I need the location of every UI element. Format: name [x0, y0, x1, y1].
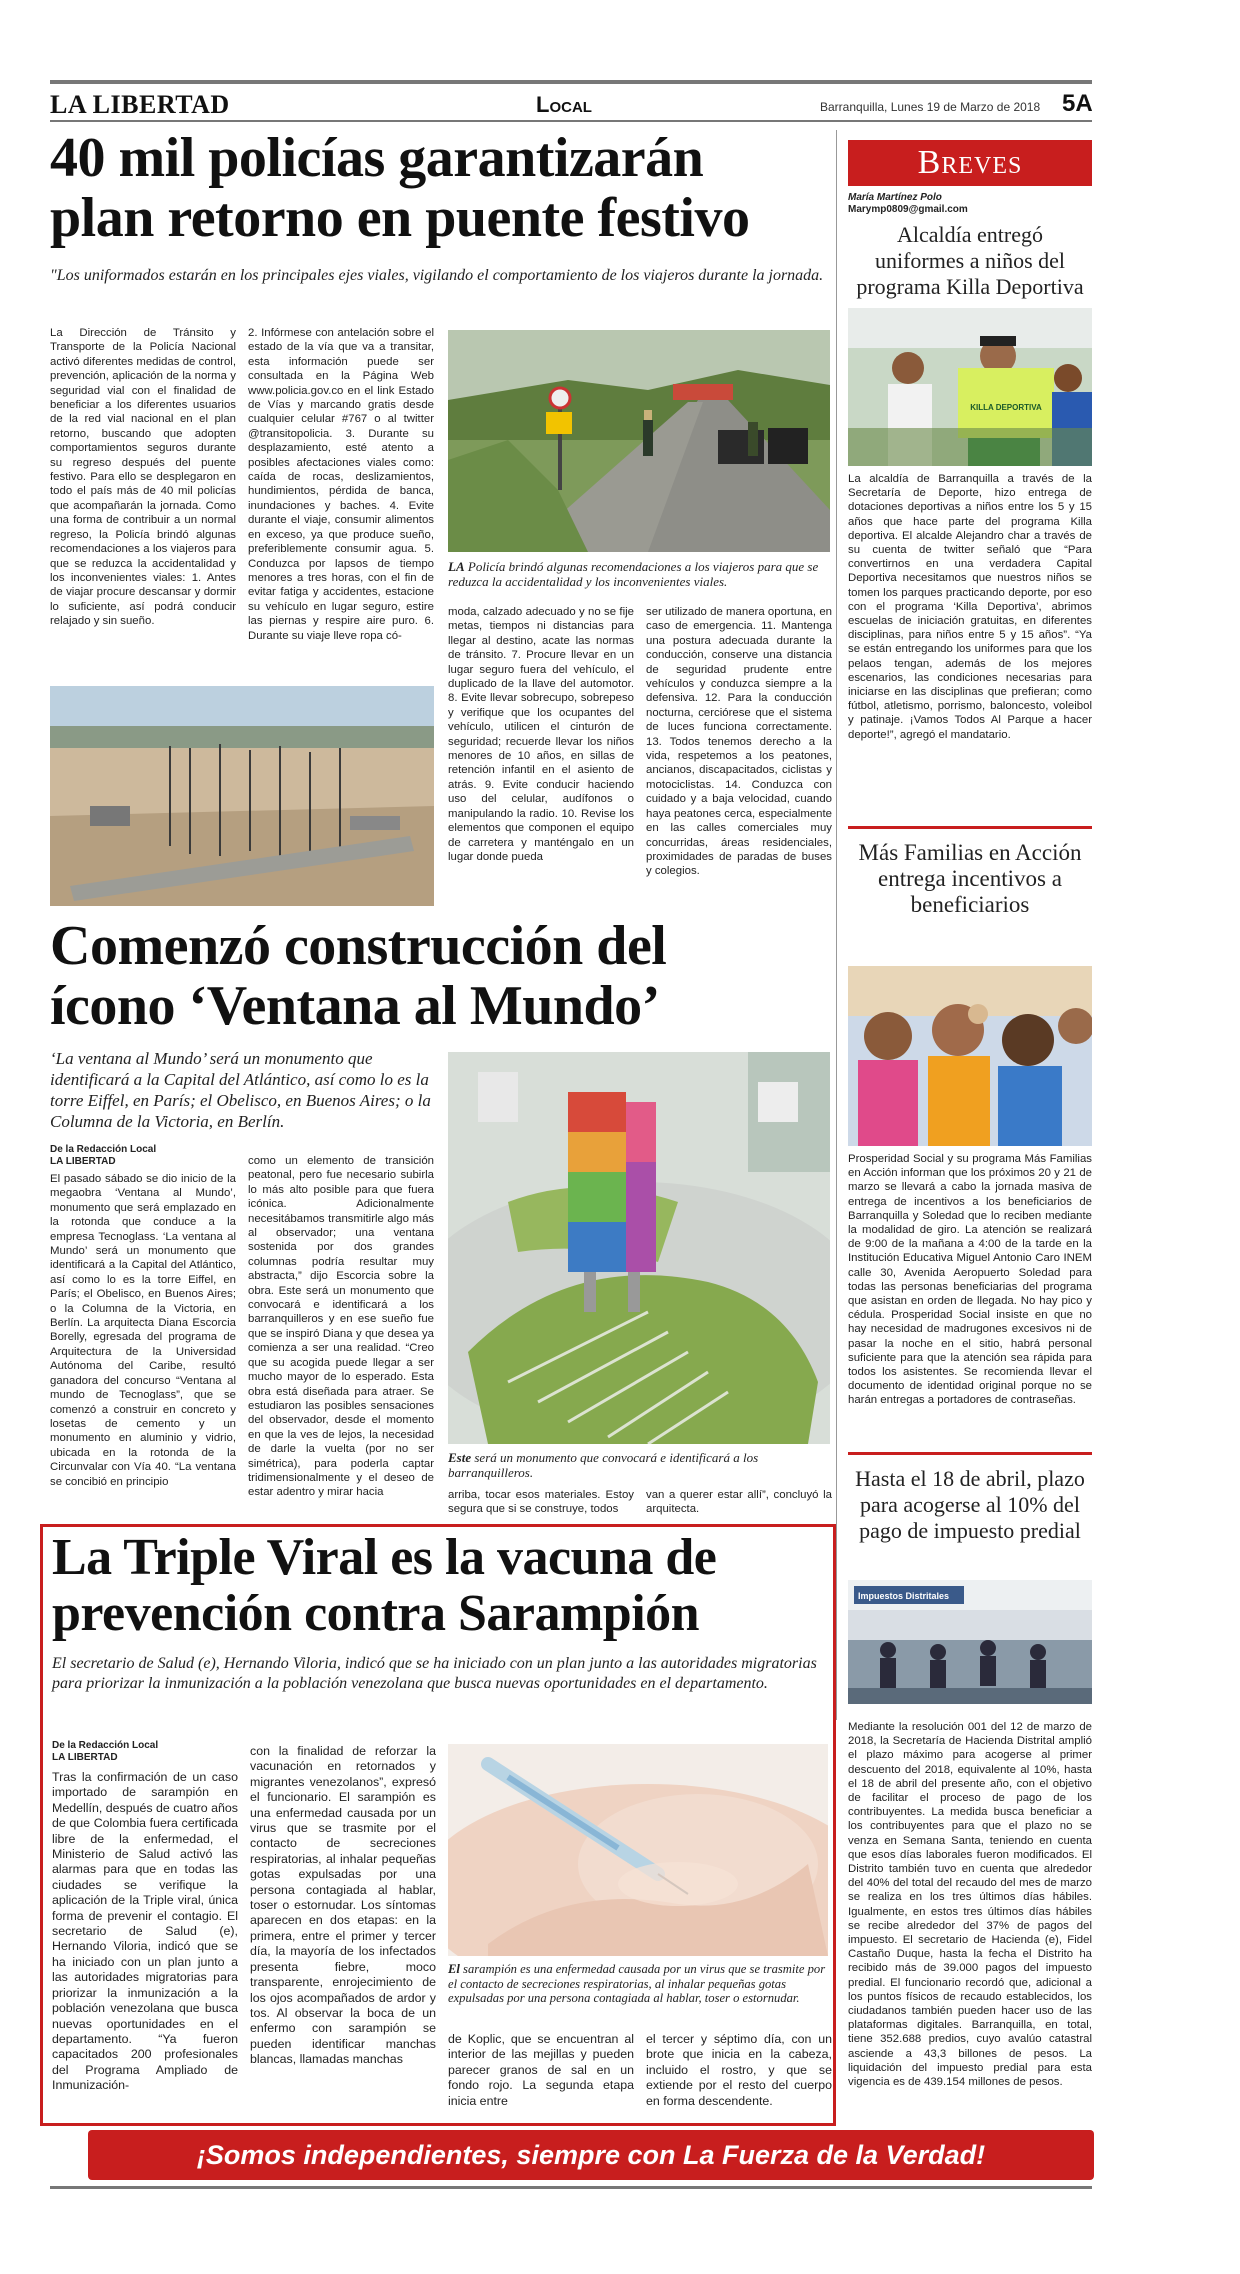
brief2-rule — [848, 1452, 1092, 1455]
masthead-dateline: Barranquilla, Lunes 19 de Marzo de 2018 — [820, 100, 1041, 114]
footer-banner — [88, 2130, 1094, 2180]
story1-column-3: moda, calzado adecuado y no se fije metas, tiempos ni distancias para llegar al destino, acate las normas de tránsito. 7. Procure llevar en un lugar seguro fuera del vehículo, el duplicado de la llave del automotor. 8. Evite llevar sobrecupo, sobrepeso y verifique que los ocupantes del vehículo, utilicen el cinturón de seguridad; recuerde llevar los niños menores de 10 años, en sillas de retención infantil en el asiento de atrás. 9. Evite conducir haciendo uso del celular, audífonos o manipulando la radio. 10. Revise los elementos que componen el equipo de carretera y manténgalo en un lugar donde pueda — [448, 606, 634, 863]
brief2-headline: Más Familias en Acción entrega incentivos a beneficiarios — [858, 840, 1082, 917]
brief2-body: Prosperidad Social y su programa Más Familias en Acción informan que los próximos 20 y 21 de marzo se llevará a cabo la jornada masiva de entrega de incentivos a los beneficiarios de Barranquilla y Soledad que lo reciben mediante la modalidad de giro. La atención se realizará de 9:00 de la mañana a 4:00 de la tarde en la Institución Educativa Miguel Antonio Caro INEM calle 30, Avenida Aeropuerto Soledad para todas las personas beneficiarias del programa que asistan en orden de llegada. No hay pico y cédula. Prosperidad Social insiste en que no hay necesidad de madrugones excesivos ni de pasar la noche en el sitio, habrá personal suficiente para que la atención sea rápida para todos los asistentes. Se recomienda llevar el documento de identidad original porque no se harán entregas a portadores de contraseñas. — [848, 1153, 1092, 1407]
sidebar-title: Breves — [917, 144, 1023, 181]
brief1-rule — [848, 826, 1092, 829]
sidebar-email: Marymp0809@gmail.com — [848, 204, 968, 215]
brief3-body: Mediante la resolución 001 del 12 de marzo de 2018, la Secretaría de Hacienda Distrital amplió el plazo máximo para acogerse al primer descuento del 2018, equivalente al 10%, hasta el 18 de abril del presente año, con el objetivo de facilitar el proceso de pago de los contribuyentes. La medida busca beneficiar a los contribuyentes para que el plazo no se venza en Semana Santa, teniendo en cuenta que esos días laborales fueron modificados. El Distrito también tuvo en cuenta que alrededor del 40% del total del recaudo del mes de marzo se realiza en los tres últimos días hábiles. Igualmente, en estos tres últimos días hábiles se recibe alrededor del 37% de pagos del impuesto. El secretario de Hacienda (e), Fidel Castaño Duque, hasta la fecha el Distrito ha recibido más de 39.000 pagos del impuesto predial. El funcionario recordó que, adicional a los puntos físicos de recaudo establecidos, los ciudadanos también pueden hacer uso de las plataformas digitales. Barranquilla, en total, tiene 352.688 predios, cuyo avalúo catastral asciende a 43,3 billones de pesos. La liquidación del impuesto predial para esta vigencia es de 439.154 millones de pesos. — [848, 1721, 1092, 2089]
brief3-headline: Hasta el 18 de abril, plazo para acogerse al 10% del pago de impuesto predial — [855, 1466, 1085, 1543]
story1-deck: "Los uniformados estarán en los principales ejes viales, vigilando el comportamiento de los viajeros durante la jornada. — [50, 267, 824, 284]
story2-column-3: arriba, tocar esos materiales. Estoy segura que si se construye, todos — [448, 1489, 634, 1516]
story2-photo-monument-render — [448, 1052, 830, 1444]
brief1-headline: Alcaldía entregó uniformes a niños del programa Killa Deportiva — [856, 222, 1084, 299]
brief1-shirt-text: KILLA DEPORTIVA — [970, 403, 1042, 412]
masthead-section: Local — [536, 92, 592, 117]
story1-headline: 40 mil policías garantizarán plan retorno en puente festivo — [50, 127, 750, 249]
brief1-photo-uniforms — [848, 308, 1092, 466]
brief2-photo-beneficiaries — [848, 966, 1092, 1146]
story3-photo-caption: El sarampión es una enfermedad causada por un virus que se trasmite por el contacto de secreciones respiratorias, al inhalar pequeñas gotas expulsadas por una persona contagiada al hablar, toser o estornudar. — [448, 1962, 826, 2006]
story1-photo-caption: LA Policía brindó algunas recomendaciones a los viajeros para que se reduzca la accidentalidad y los inconvenientes viales. — [448, 559, 819, 589]
story2-photo-construction-site — [50, 686, 434, 906]
story2-byline: De la Redacción Local LA LIBERTAD — [50, 1144, 157, 1167]
story1-column-4: ser utilizado de manera oportuna, en caso de emergencia. 11. Mantenga una postura adecuada durante la conducción, conserve una distancia de seguridad prudente entre vehículos y conduzca siempre a la defensiva. 12. Para la conducción nocturna, cerciórese que el sistema de luces funciona correctamente. 13. Todos tenemos derecho a la vida, respetemos a los peatones, ancianos, discapacitados, ciclistas y motociclistas. 14. Conduzca con cuidado y a baja velocidad, cuando haya peatones cerca, especialmente en las calles comerciales muy concurridas, áreas residenciales, proximidades de paradas de buses y colegios. — [646, 606, 832, 878]
story2-photo-caption: Este será un monumento que convocará e identificará a los barranquilleros. — [448, 1450, 759, 1480]
story3-headline: La Triple Viral es la vacuna de prevención contra Sarampión — [52, 1529, 717, 1642]
story3-column-3: de Koplic, que se encuentran al interior de las mejillas y pueden parecer granos de sal en un fondo rojo. La segunda etapa inicia entre — [448, 2032, 634, 2108]
story1-photo-police-checkpoint — [448, 330, 830, 552]
story2-headline: Comenzó construcción del ícono ‘Ventana al Mundo’ — [50, 915, 667, 1037]
sidebar-author: María Martínez Polo — [848, 192, 942, 203]
story3-deck: El secretario de Salud (e), Hernando Viloria, indicó que se ha iniciado con un plan junto a las autoridades migratorias para priorizar la inmunización a la población venezolana que busca nuevas oportunidades en el departamento. — [52, 1655, 817, 1692]
masthead-page-number: 5A — [1062, 90, 1093, 117]
top-rule — [50, 80, 1092, 84]
brief3-photo-sign: Impuestos Distritales — [858, 1591, 950, 1601]
story2-column-1: El pasado sábado se dio inicio de la megaobra ‘Ventana al Mundo’, monumento que será emplazado en la rotonda que conduce a la empresa Tecnoglass. ‘La ventana al Mundo’ será un monumento que identificará a la Capital del Atlántico, así como lo es la torre Eiffel, en París; el Obelisco, en Buenos Aires; o la Columna de la Victoria, en Berlín. La arquitecta Diana Escorcia Borelly, egresada del programa de Arquitectura de la Universidad Autónoma del Caribe, resultó ganadora del concurso “Ventana al mundo de Tecnoglass”, que se comenzó a construir en concreto y losetas de cemento y un monumento en aluminio y vidrio, ubicada en la rotonda de la Circunvalar con Vía 40. “La ventana se concibió en principio — [50, 1173, 236, 1488]
masthead-rule — [50, 120, 1092, 122]
brief3-photo-tax-office — [848, 1580, 1092, 1704]
story2-column-2: como un elemento de transición peatonal, pero fue necesario subirla lo más alto posible para que fuera icónica. Adicionalmente necesitábamos transmitirle algo más al observador; una ventana sostenida por dos grandes columnas podría resultar muy abstracta,” dijo Escorcia sobre la obra. Este será un monumento que convocará e identificará a los barranquilleros y en ese sueño fue que se inspiró Diana y que desea ya comienza a ser una realidad. “Creo que su acogida puede llegar a ser mucho mayor de lo esperado. Esta obra está diseñada para atraer. Se estudiaron las posibles sensaciones del observador, desde el momento en que la ves de lejos, la necesidad de darle la vuelta (por no ser simétrica), para poderla captar tridimensionalmente y el deseo de estar adentro y mirar hacia — [248, 1155, 434, 1499]
masthead-paper: LA LIBERTAD — [50, 90, 230, 119]
story3-byline: De la Redacción Local LA LIBERTAD — [52, 1740, 159, 1763]
bottom-rule — [50, 2186, 1092, 2189]
story1-column-1: La Dirección de Tránsito y Transporte de la Policía Nacional activó diferentes medidas de control, prevención, aplicación de la norma y seguridad vial con el finalidad de beneficiar a los diferentes usuarios de la red vial nacional en el plan retorno, buscando que adopten comportamientos seguros durante su regreso después del puente festivo. Para ello se desplegaron en todo el país más de 40 mil policías que acompañarán la jornada. Como una forma de contribuir a un normal regreso, la Policía brindó algunas recomendaciones a los viajeros para que se reduzca la accidentalidad y los inconvenientes viales: 1. Antes de viajar procure descansar y dormir lo suficiente, así podrá conducir relajado y sin sueño. — [50, 327, 236, 628]
sidebar-title-box — [848, 140, 1092, 186]
story3-column-2: con la finalidad de reforzar la vacunación en retornados y migrantes venezolanos”, expresó el funcionario. El sarampión es una enfermedad causada por un virus que se trasmite por el contacto de secreciones respiratorias, al inhalar pequeñas gotas expulsadas por una persona contagiada al hablar, toser o estornudar. Los síntomas aparecen en dos etapas: en la primera, entre el primer y tercer día, la mayoría de los infectados presenta fiebre, moco transparente, enrojecimiento de los ojos acompañados de ardor y tos. Al observar la boca de un enfermo con sarampión se pueden identificar manchas blancas, llamadas manchas — [250, 1744, 436, 2067]
story3-photo-vaccine-injection — [448, 1744, 828, 1956]
story3-column-1: Tras la confirmación de un caso importado de sarampión en Medellín, después de cuatro años de que Colombia fuera certificada libre de la enfermedad, el Ministerio de Salud activó las alarmas para que en todas las ciudades se verifique la aplicación de la Triple viral, única forma de prevenir el contagio. El secretario de Salud (e), Hernando Viloria, indicó que se ha iniciado con un plan junto a las autoridades migratorias para priorizar la inmunización a la población venezolana que busca nuevas oportunidades en el departamento. “Ya fueron capacitados 200 profesionales del Programa Ampliado de Inmunización- — [52, 1770, 238, 2093]
story1-column-2: 2. Infórmese con antelación sobre el estado de la vía que va a transitar, esta información puede ser consultada en la Página Web www.policia.gov.co en el link Estado de Vías y marcando gratis desde cualquier celular #767 o al twitter @transitopolicia. 3. Durante su desplazamiento, esté atento a posibles afectaciones viales como: caída de rocas, deslizamientos, hundimientos, pérdida de banca, inundaciones y baches. 4. Evite durante el viaje, consumir alimentos en exceso, ya que produce sueño, preferiblemente consumir agua. 5. Conduzca por lapsos de tiempo menores a tres horas, con el fin de evitar fatiga y accidentes, estacione su vehículo en lugar seguro, estire las piernas y respire aire puro. 6. Durante su viaje lleve ropa có- — [248, 327, 434, 642]
story2-deck: ‘La ventana al Mundo’ será un monumento que identificará a la Capital del Atlántico, así como lo es la torre Eiffel, en París; el Obelisco, en Buenos Aires; o la Columna de la Victoria, en Berlín. — [50, 1049, 431, 1131]
story2-column-4: van a querer estar allí”, concluyó la arquitecta. — [646, 1489, 832, 1516]
brief1-body: La alcaldía de Barranquilla a través de la Secretaría de Deporte, hizo entrega de dotaciones deportivas a niños entre los 5 y 15 años que hace parte del programa Killa deportiva. El alcalde Alejandro char a través de su cuenta de twitter señaló que “Para convertirnos en una verdadera Capital Deportiva necesitamos que nuestros niños se tomen los parques practicando deporte, por eso con el programa ‘Killa Deportiva’, abrimos escuelas de iniciación gratuitas, en diferentes disciplinas, para niños entre 5 y 15 años”. “Ya se están entregando los uniformes para que los pelaos tengan, además de los mejores escenarios, las condiciones necesarias para iniciarse en las disciplinas que prefieran; como fútbol, atletismo, porrismo, baloncesto, voleibol y patinaje. ¡Vamos Todos Al Parque a hacer deporte!”, agregó el mandatario. — [848, 473, 1092, 741]
footer-slogan: ¡Somos independientes, siempre con La Fuerza de la Verdad! — [196, 2139, 986, 2170]
story3-column-4: el tercer y séptimo día, con un brote que inicia en la cabeza, incluido el rostro, y que se extiende por el resto del cuerpo en forma descendente. — [646, 2032, 832, 2108]
